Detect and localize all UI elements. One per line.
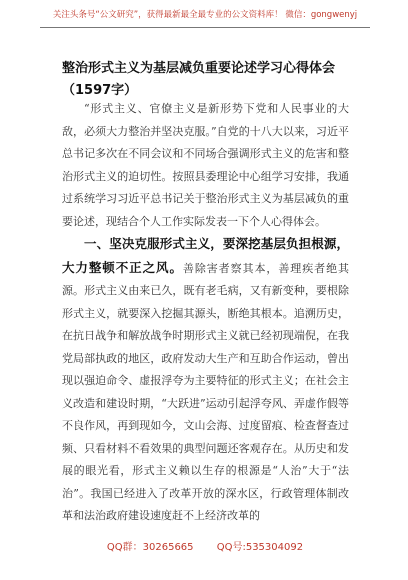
qq-number-label: QQ号:535304092 <box>216 542 304 553</box>
document-title: 整治形式主义为基层减负重要论述学习心得体会（1597字） <box>62 61 336 98</box>
section-1-paragraph <box>62 233 349 528</box>
qq-group-label: QQ群：30265665 <box>106 542 194 553</box>
section-1-heading: 一、坚决克服形式主义，要深挖基层负担根源，大力整顿不正之风。 <box>62 236 349 275</box>
document-body <box>62 98 349 528</box>
header-divider <box>40 27 370 28</box>
footer-contact <box>40 540 370 556</box>
promo-banner: 关注头条号“公文研究”，获得最新最全最专业的公文资料库！ 微信：gongwenyj <box>52 10 358 20</box>
intro-paragraph: “形式主义、官僚主义是新形势下党和人民事业的大敌，必须大力整治并坚决克服。”自党的十八大以来，习近平总书记多次在不同会议和不同场合强调形式主义的危害和整治形式主义的迫切性。按照县委理论中心组学习安排，我通过系统学习习近平总书记关于整治形式主义为基层减负的重要论述，现结合个人工作实际发表一下个人心得体会。 <box>62 102 349 228</box>
section-1-body: 善除害者察其本，善理疾者绝其源。形式主义由来已久，既有老毛病，又有新变种，要根除形式主义，就要深入挖掘其源头，断绝其根本。追溯历史，在抗日战争和解放战争时期形式主义就已经初现端倪，在我党局部执政的地区，政府发动大生产和互助合作运动，曾出现以强迫命令、虚报浮夸为主要特征的形式主义；在社会主义改造和建设时期，“大跃进”运动引起浮夸风、弄虚作假等不良作风，再到现如今，文山会海、过度留痕、检查督查过频、只看材料不看效果的典型问题还客观存在。从历史和发展的眼光看，形式主义赖以生存的根源是“人治”大于“法治”。我国已经进入了改革开放的深水区，行政管理体制改革和法治政府建设速度赶不上经济改革的 <box>62 261 349 522</box>
